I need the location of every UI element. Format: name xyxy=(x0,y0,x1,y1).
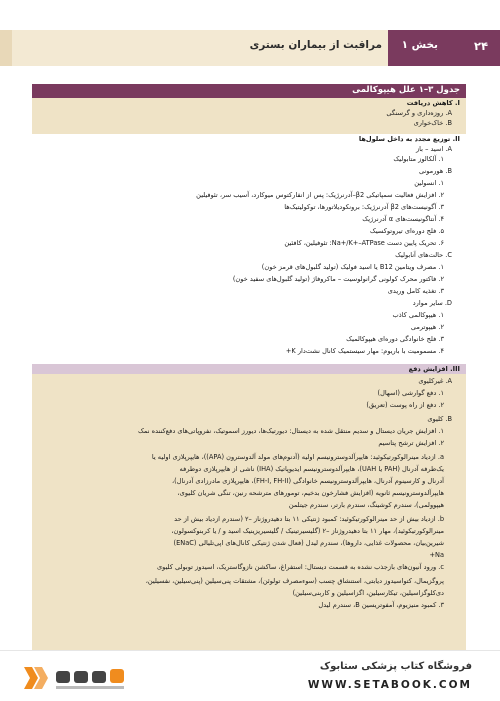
table-title-bar xyxy=(32,84,466,98)
header-left-strip xyxy=(0,30,12,66)
table-line: ۱. دفع گوارشی (اسهال) xyxy=(377,389,444,397)
table-line: هیپوولمی)، سندرم کوشینگ، سندرم بارتر، سندرم جیتلمن xyxy=(288,501,444,509)
table-line: ۳. آگونیست‌های β2 آدرنرژیک: برونکودیلاتورها، توکولیتیک‌ها xyxy=(284,203,444,211)
table-line: آدرنال و کارسینوم آدرنال، هایپرآلدوسترونیسم خانوادگی (FH-I, FH-II)، هایپرپلازی مادرزادی آدرنال)، xyxy=(172,477,444,485)
section-label: بخش ۱ xyxy=(401,39,438,51)
table-line: ۳. کمبود منیزیوم، آمفوتریسین B، سندرم لیدل xyxy=(318,601,444,609)
table-line: B. هورمونی xyxy=(418,167,452,175)
table-line: ۲. دفع از راه پوست (تعریق) xyxy=(366,401,444,409)
table-line: b. ازدیاد بیش از حد مینرالوکورتیکوئید: کمبود ژنتیکی ۱۱ بتا دهیدروژناز –۲ (سندرم ازدیاد بیش از حد xyxy=(174,515,444,523)
table-line: III. افزایش دفع xyxy=(408,365,460,373)
table-line: Na+ xyxy=(429,551,444,559)
table-line: ۱. هیپوکالمی کاذب xyxy=(392,311,444,319)
table-line: ۴. آنتاگونیست‌های α آدرنرژیک xyxy=(362,215,444,223)
table-line: ۱. انسولین xyxy=(414,179,444,187)
table-line: ۱. آلکالوز متابولیک xyxy=(393,155,444,163)
table-line: ۳. فلج خانوادگی دوره‌ای هیپوکالمیک xyxy=(346,335,444,343)
table-line: B. خاک‌خواری xyxy=(413,119,452,127)
chapter-title: مراقبت از بیماران بستری xyxy=(249,39,382,51)
table-line: D. سایر موارد xyxy=(412,299,452,307)
table-line: C. حالت‌های آنابولیک xyxy=(395,251,452,259)
table-line: A. اسید – باز xyxy=(415,145,452,153)
table-line: II. توزیع مجدد به داخل سلول‌ها xyxy=(358,135,460,143)
section-band-2 xyxy=(32,134,466,364)
table-line: ۲. فاکتور محرک کولونی گرانولوسیت – ماکروفاژ (تولید گلبول‌های سفید خون) xyxy=(232,275,444,283)
shop-name: فروشگاه کتاب پزشکی ستابوک xyxy=(319,661,472,672)
table-line: ۳. تغذیه کامل وریدی xyxy=(387,287,444,295)
table-line: شیرین‌بیان، محصولات غذایی، داروها)، سندرم لیدل (فعال شدن ژنتیکی کانال‌های اپی‌تلیالی (ENaC) xyxy=(173,539,444,547)
table-line: A. غیرکلیوی xyxy=(418,377,452,385)
table-title: جدول ۳–۱ علل هیپوکالمی xyxy=(352,85,460,95)
shop-url[interactable]: WWW.SETABOOK.COM xyxy=(307,679,472,691)
table-line: یک‌طرفه آدرنال (PAH یا UAH)، هایپرآلدوسترونیسم ایدیوپاتیک (IHA) ناشی از هایپرپلازی دوطرفه xyxy=(179,465,444,473)
table-line: ۱. مصرف ویتامین B12 یا اسید فولیک (تولید گلبول‌های قرمز خون) xyxy=(261,263,444,271)
table-line: ۲. افزایش ترشح پتاسیم xyxy=(378,439,444,447)
hypokalemia-causes-table xyxy=(32,84,466,650)
table-line: ۶. تحریک پایین دست Na+/K+–ATPase: تئوفیلین، کافئین xyxy=(284,239,444,247)
table-line: ۲. هیپوترمی xyxy=(410,323,444,331)
section-band-3-head xyxy=(32,364,466,374)
page-header xyxy=(0,30,500,66)
table-line: ۴. مسمومیت با باریوم: مهار سیستمیک کانال نشت‌دار K+ xyxy=(285,347,444,355)
table-line: I. کاهش دریافت xyxy=(406,99,460,107)
table-line: ۲. افزایش فعالیت سمپاتیکی β2–آدرنرژیک: پس از انفارکتوس میوکارد، آسیب سر، تئوفیلین xyxy=(196,191,444,199)
table-line: A. روزه‌داری و گرسنگی xyxy=(386,109,452,117)
table-line: c. ورود آنیون‌های بازجذب نشده به قسمت دیستال: استفراغ، ساکشن نازوگاستریک، اسیدوز توبولی کلیوی xyxy=(157,563,444,571)
table-line: a. ازدیاد مینرالوکورتیکوئید: هایپرآلدوسترونیسم اولیه (آدنوم‌های مولد آلدوسترون (APA))، هایپرپلازی اولیه یا xyxy=(151,453,444,461)
page-footer xyxy=(0,650,500,701)
table-line: هایپرآلدوسترونیسم ثانویه (افزایش فشارخون بدخیم، تومورهای مترشحه رنین، تنگی شریان کلیوی، xyxy=(177,489,444,497)
table-line: B. کلیوی xyxy=(427,415,452,423)
table-line: ۱. افزایش جریان دیستال و سدیم منتقل شده به دیستال: دیورتیک‌ها، دیورز اسموتیک، نفروپاتی‌های دفع‌کننده نمک xyxy=(137,427,444,435)
table-line: ۵. فلج دوره‌ای تیروتوکسیک xyxy=(369,227,444,235)
page-number: ۲۴ xyxy=(473,39,488,53)
table-line: مینرالوکورتیکوئید)، مهار ۱۱ بتا دهیدروژناز –۲ (گلیسیرتینیک / گلیسیریزینیک اسید و / یا کربنوکسولون، xyxy=(171,527,444,535)
setabook-logo xyxy=(22,663,132,693)
table-line: پروگزیمال، کتواسیدوز دیابتی، استنشاق چسب (سوءمصرف تولوئن)، مشتقات پنی‌سیلین (پنی‌سیلین، نفسیلین، xyxy=(145,577,444,585)
table-line: دی‌کلوگزاسیلین، تیکارسیلین، اگزاسیلین و کاربنی‌سیلین) xyxy=(292,589,444,597)
